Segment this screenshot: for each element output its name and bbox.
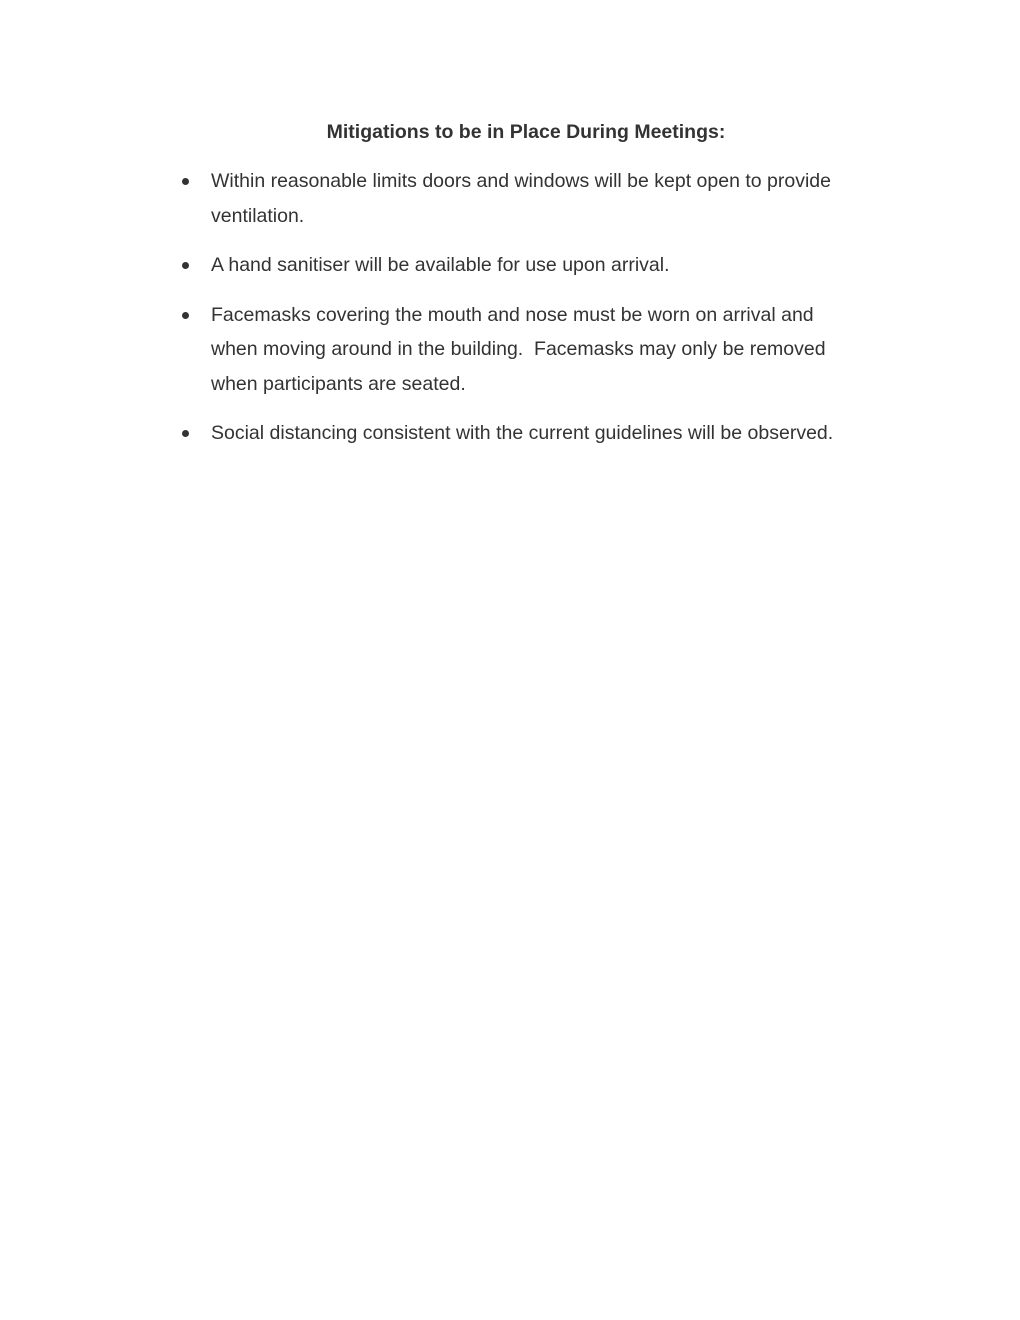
bullet-icon (182, 430, 189, 437)
list-item-text: Within reasonable limits doors and windows will be kept open to provide ventilation. (211, 170, 831, 227)
list-item-text: Facemasks covering the mouth and nose must be worn on arrival and when moving around in the building. Facemasks may only be removed when participants are seated. (211, 303, 831, 395)
list-item-text: Social distancing consistent with the current guidelines will be observed. (211, 422, 834, 444)
list-item-text: A hand sanitiser will be available for use upon arrival. (211, 254, 670, 276)
bullet-icon (182, 178, 189, 185)
bullet-icon (182, 262, 189, 269)
mitigation-list (211, 164, 861, 466)
list-item (211, 248, 861, 283)
list-item (211, 416, 861, 451)
bullet-icon (182, 312, 189, 319)
list-item (211, 164, 861, 233)
page-title: Mitigations to be in Place During Meetings: (326, 121, 726, 143)
list-item (211, 298, 861, 402)
